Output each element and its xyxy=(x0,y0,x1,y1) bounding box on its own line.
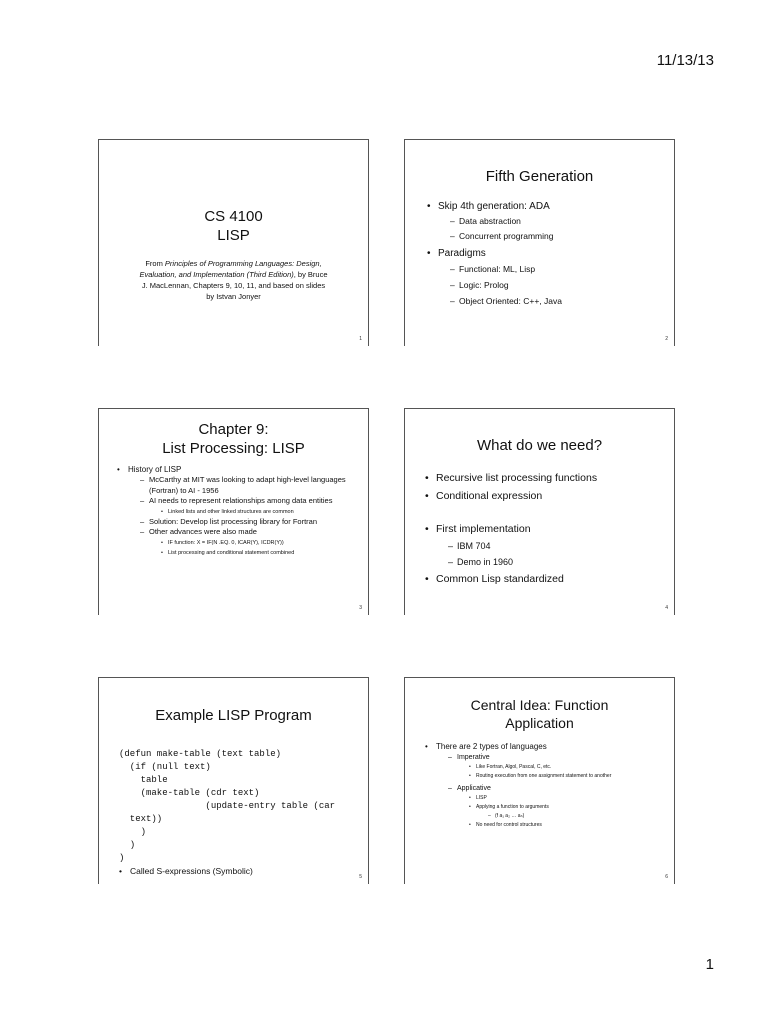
page-number: 1 xyxy=(705,956,714,973)
slide-number: 5 xyxy=(359,874,362,880)
bullet-item xyxy=(117,464,356,559)
sub-item: – Demo in 1960 xyxy=(448,554,664,570)
slide-subtitle xyxy=(139,258,328,302)
bullet-list xyxy=(425,741,664,830)
detail-item: • No need for control structures xyxy=(469,821,664,830)
sub-item: – Object Oriented: C++, Java xyxy=(450,293,664,309)
bullet-item: • Common Lisp standardized xyxy=(425,570,664,588)
sub-item: – Data abstraction xyxy=(450,214,664,229)
slide-title: Fifth Generation xyxy=(485,168,594,185)
bullet-item: • Recursive list processing functions xyxy=(425,469,664,487)
detail-item: • List processing and conditional statement combined xyxy=(161,548,356,559)
title-line-1: CS 4100 xyxy=(204,208,263,225)
bullet-item xyxy=(427,246,664,309)
bullet-item xyxy=(427,199,664,244)
slide-title: What do we need? xyxy=(476,437,603,454)
sub-item: – Solution: Develop list processing library for Fortran xyxy=(140,517,356,528)
sub-list xyxy=(436,538,664,570)
sub-item: – McCarthy at MIT was looking to adapt high-level languages (Fortran) to AI - 1956 xyxy=(140,475,356,496)
slide-title xyxy=(405,696,674,732)
sub-item xyxy=(448,783,664,830)
title-line-2: LISP xyxy=(217,227,250,244)
slide-title: Example LISP Program xyxy=(155,707,312,724)
code-block: (defun make-table (text table) (if (null text) table (make-table (cdr text) (update-entry table (car text)) ) ) ) xyxy=(119,749,336,863)
sub-text: Imperative xyxy=(457,754,490,761)
sub-text: Applicative xyxy=(457,785,491,792)
bullet-item: • Conditional expression xyxy=(425,487,664,505)
sub-item: – IBM 704 xyxy=(448,538,664,554)
title-line-1: Central Idea: Function xyxy=(470,697,609,713)
title-line-2: List Processing: LISP xyxy=(162,440,305,457)
page-date: 11/13/13 xyxy=(656,52,714,69)
formula-item: – (f a₁ a₂ … aₙ) xyxy=(488,812,664,821)
bullet-list xyxy=(425,469,664,588)
detail-item: • LISP xyxy=(469,794,664,803)
slide-1 xyxy=(98,139,369,346)
sub-text: Other advances were also made xyxy=(149,527,257,536)
slide-4 xyxy=(404,408,675,615)
detail-item: • Routing execution from one assignment statement to another xyxy=(469,772,664,781)
sub-item xyxy=(140,496,356,517)
detail-list xyxy=(457,763,664,780)
sub-item xyxy=(140,527,356,559)
sub-item: – Logic: Prolog xyxy=(450,277,664,293)
bullet-text: First implementation xyxy=(436,523,531,535)
sub-text: AI needs to represent relationships among data entities xyxy=(149,496,333,505)
detail-item: • Linked lists and other linked structures are common xyxy=(161,507,356,517)
slide-2 xyxy=(404,139,675,346)
sub-item: – Functional: ML, Lisp xyxy=(450,261,664,277)
sub-list xyxy=(128,475,356,559)
slide-6 xyxy=(404,677,675,884)
bullet-list xyxy=(117,464,356,559)
bullet-item xyxy=(425,741,664,830)
sub-item xyxy=(448,752,664,780)
formula-list xyxy=(476,812,664,821)
sub-list xyxy=(436,752,664,830)
subtitle-from: From xyxy=(145,259,165,268)
slide-3 xyxy=(98,408,369,615)
bullet-list xyxy=(427,199,664,309)
detail-item: • Like Fortran, Algol, Pascal, C, etc. xyxy=(469,763,664,772)
bullet-text: History of LISP xyxy=(128,465,182,474)
detail-item xyxy=(469,803,664,821)
slide-number: 3 xyxy=(359,605,362,611)
detail-item: • IF function: X = IF(N .EQ. 0, ICAR(Y), ICDR(Y)) xyxy=(161,538,356,549)
detail-list xyxy=(149,507,356,517)
bullet-text: There are 2 types of languages xyxy=(436,742,547,751)
slide-number: 2 xyxy=(665,336,668,342)
sub-item: – Concurrent programming xyxy=(450,229,664,244)
slide-number: 1 xyxy=(359,336,362,342)
slide-number: 4 xyxy=(665,605,668,611)
slide-number: 6 xyxy=(665,874,668,880)
slide-5 xyxy=(98,677,369,884)
slide-title xyxy=(99,207,368,245)
subtitle-rest: , by Bruce J. MacLennan, Chapters 9, 10, 11, and based on slides by Istvan Jonyer xyxy=(141,270,328,301)
bullet-text: Skip 4th generation: ADA xyxy=(438,201,550,212)
book-title: Principles of Programming Languages: Design, Evaluation, and Implementation (Third Edition) xyxy=(139,259,322,279)
detail-list xyxy=(457,794,664,830)
slide-title xyxy=(99,420,368,458)
sub-list xyxy=(438,261,664,309)
detail-text: Applying a function to arguments xyxy=(476,804,549,810)
bullet-text: Paradigms xyxy=(438,248,486,259)
bullet-item xyxy=(425,520,664,570)
sub-list xyxy=(438,214,664,244)
title-line-2: Application xyxy=(505,715,574,731)
detail-list xyxy=(149,538,356,559)
bullet-item: • Called S-expressions (Symbolic) xyxy=(119,865,368,877)
bullet-list xyxy=(119,865,368,877)
title-line-1: Chapter 9: xyxy=(198,421,269,438)
